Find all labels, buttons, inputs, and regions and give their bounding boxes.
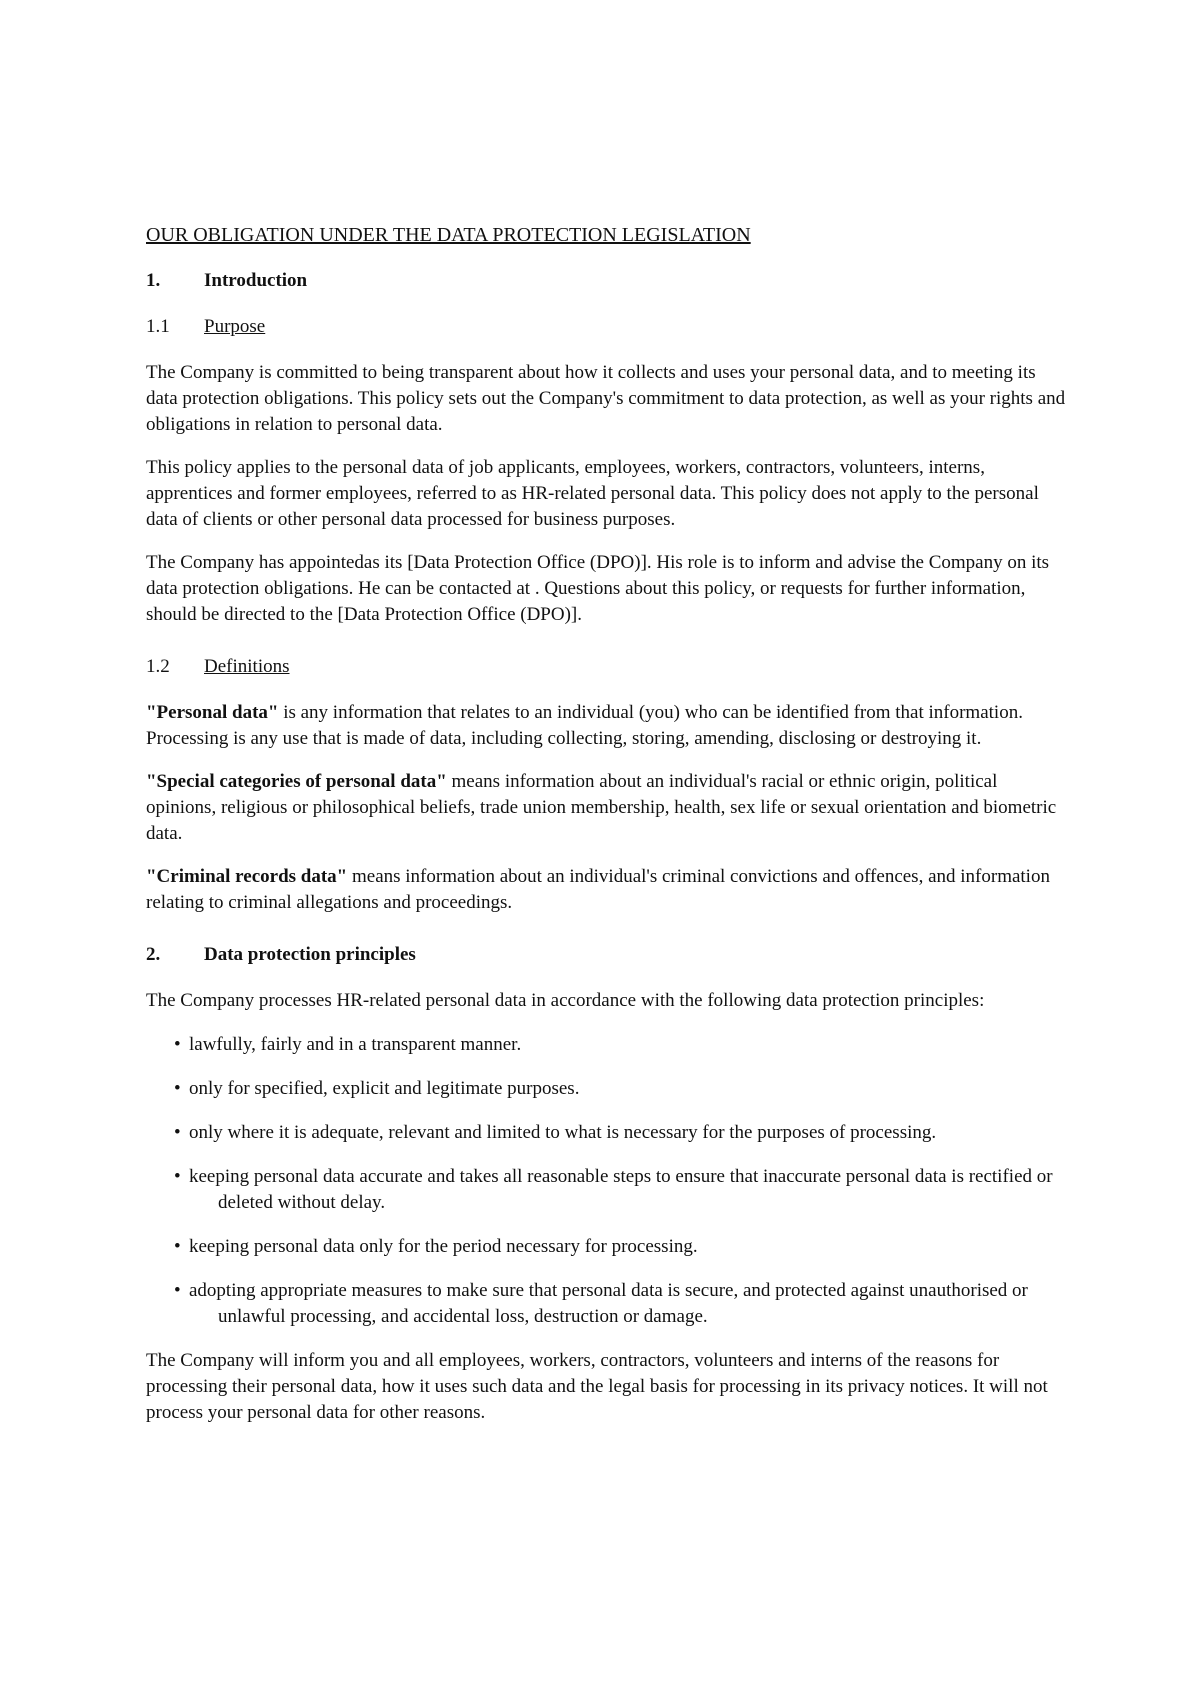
list-item-text: lawfully, fairly and in a transparent manner. — [189, 1034, 522, 1055]
subsection-number: 1.2 — [146, 656, 170, 677]
section-heading-introduction — [146, 268, 1066, 294]
list-item-text: adopting appropriate measures to make sure that personal data is secure, and protected against unauthorised or unlawful processing, and accidental loss, destruction or damage. — [189, 1280, 1028, 1327]
purpose-paragraph: This policy applies to the personal data of job applicants, employees, workers, contractors, volunteers, interns, apprentices and former employees, referred to as HR-related personal data. This policy does not apply to the personal data of clients or other personal data processed for business purposes. — [146, 457, 1039, 530]
list-item — [174, 1032, 1066, 1058]
subsection-title: Definitions — [204, 656, 290, 677]
section-number: 2. — [146, 944, 161, 965]
definition-text: means information about an individual's racial or ethnic origin, political opinions, religious or philosophical beliefs, trade union membership, health, sex life or sexual orientation and biometric data. — [146, 771, 1057, 844]
subsection-title: Purpose — [204, 316, 266, 337]
bullet-icon: • — [174, 1122, 181, 1143]
subsection-number: 1.1 — [146, 316, 170, 337]
list-item-text: only where it is adequate, relevant and limited to what is necessary for the purposes of processing. — [189, 1122, 937, 1143]
definition-paragraph — [146, 864, 1066, 916]
subsection-heading-purpose — [146, 314, 1066, 340]
definition-paragraph — [146, 769, 1066, 847]
bullet-icon: • — [174, 1166, 181, 1187]
bullet-icon: • — [174, 1236, 181, 1257]
principles-closing: The Company will inform you and all employees, workers, contractors, volunteers and interns of the reasons for processing their personal data, how it uses such data and the legal basis for processing in its privacy notices. It will not process your personal data for other reasons. — [146, 1350, 1048, 1423]
list-item-text: keeping personal data accurate and takes all reasonable steps to ensure that inaccurate personal data is rectified or deleted without delay. — [189, 1166, 1053, 1213]
document-title: OUR OBLIGATION UNDER THE DATA PROTECTION LEGISLATION — [146, 224, 751, 246]
purpose-paragraph: The Company is committed to being transparent about how it collects and uses your personal data, and to meeting its data protection obligations. This policy sets out the Company's commitment to data protection, as well as your rights and obligations in relation to personal data. — [146, 362, 1066, 435]
subsection-heading-definitions — [146, 654, 1066, 680]
principles-intro: The Company processes HR-related personal data in accordance with the following data protection principles: — [146, 990, 985, 1011]
list-item — [174, 1278, 1066, 1330]
list-item-text: only for specified, explicit and legitimate purposes. — [189, 1078, 580, 1099]
section-heading-data-protection-principles — [146, 942, 1066, 968]
definition-text: is any information that relates to an individual (you) who can be identified from that information. Processing is any use that is made of data, including collecting, storing, amending, disclosing or destroying it. — [146, 702, 1023, 749]
section-title: Data protection principles — [204, 944, 416, 965]
list-item — [174, 1120, 1066, 1146]
definition-text: means information about an individual's criminal convictions and offences, and information relating to criminal allegations and proceedings. — [146, 866, 1050, 913]
bullet-icon: • — [174, 1034, 181, 1055]
definition-term: "Criminal records data" — [146, 866, 348, 887]
definition-term: "Special categories of personal data" — [146, 771, 447, 792]
definition-term: "Personal data" — [146, 702, 279, 723]
bullet-icon: • — [174, 1078, 181, 1099]
section-title: Introduction — [204, 270, 308, 291]
definition-paragraph — [146, 700, 1066, 752]
document-body — [146, 222, 1066, 1443]
list-item — [174, 1164, 1066, 1216]
section-number: 1. — [146, 270, 161, 291]
principles-list — [174, 1032, 1066, 1330]
list-item — [174, 1234, 1066, 1260]
list-item-text: keeping personal data only for the period necessary for processing. — [189, 1236, 698, 1257]
bullet-icon: • — [174, 1280, 181, 1301]
purpose-paragraph: The Company has appointedas its [Data Protection Office (DPO)]. His role is to inform and advise the Company on its data protection obligations. He can be contacted at . Questions about this policy, or requests for further information, should be directed to the [Data Protection Office (DPO)]. — [146, 552, 1050, 625]
list-item — [174, 1076, 1066, 1102]
